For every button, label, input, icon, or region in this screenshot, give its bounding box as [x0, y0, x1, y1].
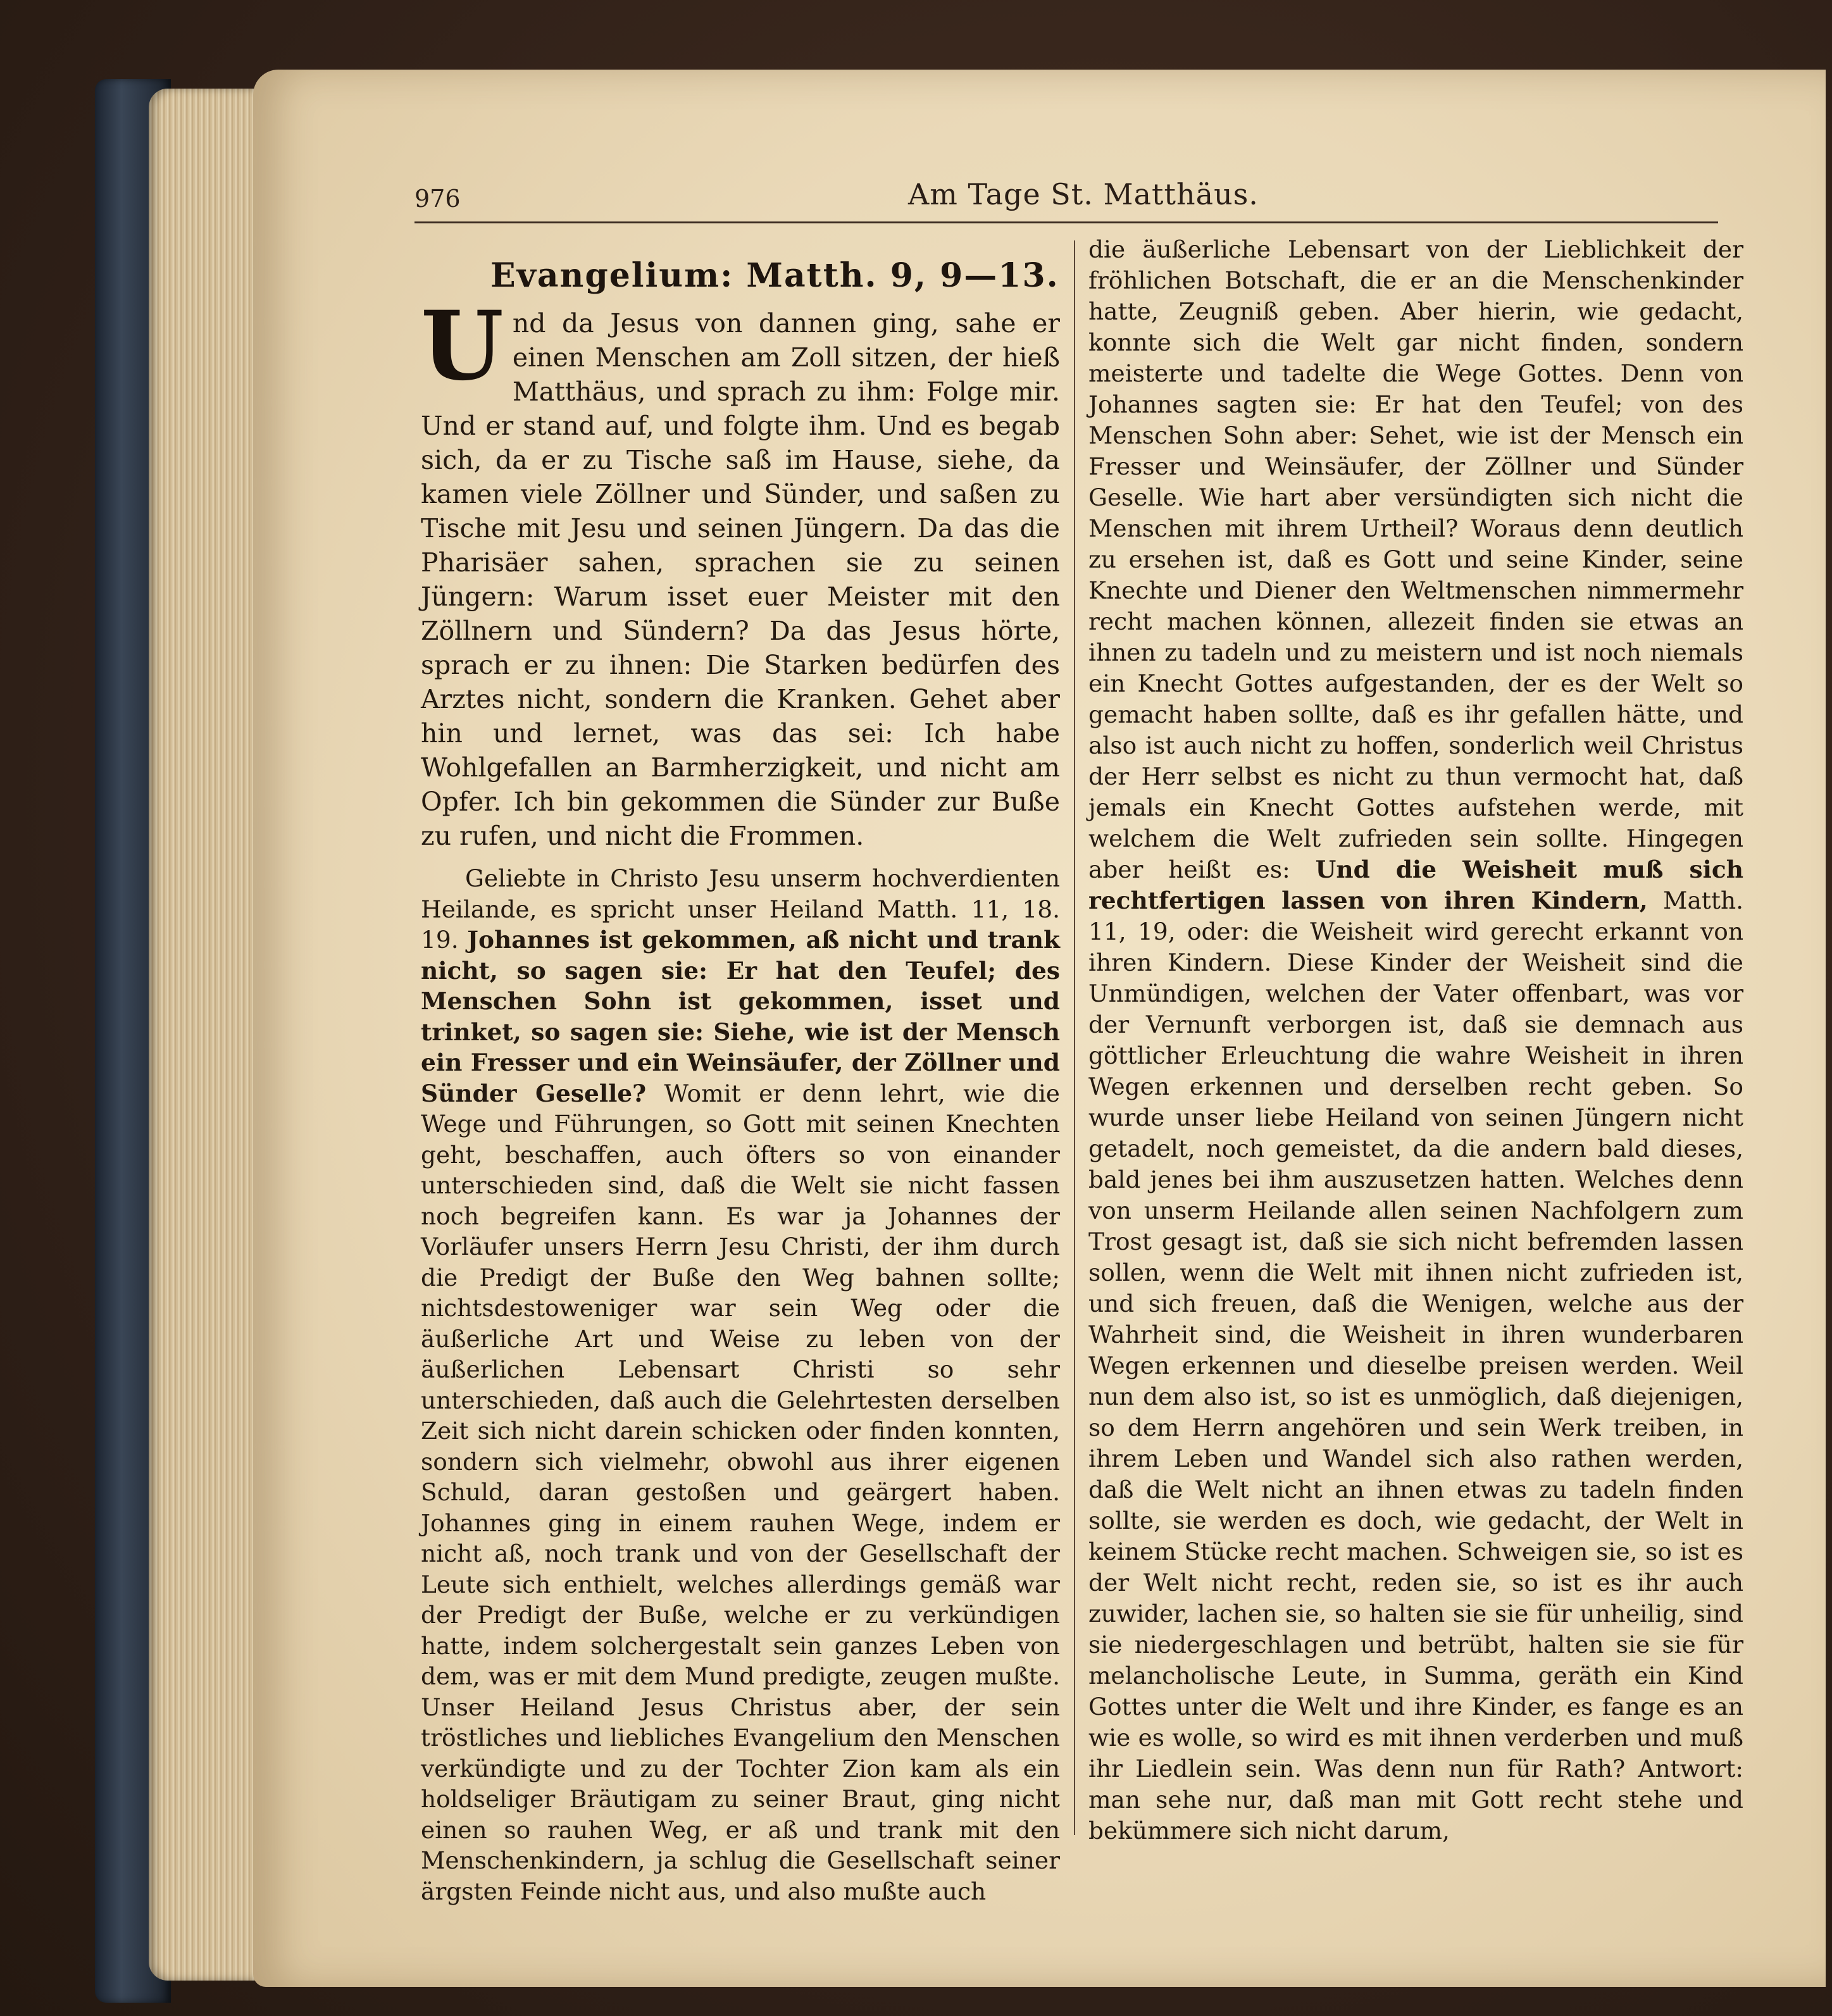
page-edges: [149, 89, 256, 1981]
sermon-quote-right: Und die Weisheit muß sich rechtfertigen lassen von ihren Kindern,: [1088, 856, 1743, 914]
column-divider: [1074, 240, 1075, 1835]
running-head: Am Tage St. Matthäus.: [908, 177, 1259, 211]
sermon-quote: Johannes ist gekommen, aß nicht und trank nicht, so sagen sie: Er hat den Teufel; des Menschen Sohn ist gekommen, isset und trinket, so sagen sie: Siehe, wie ist der Mensch ein Fresser und ein Weinsäufer, der Zöllner und Sünder Geselle?: [421, 926, 1060, 1107]
gospel-text: [421, 290, 1060, 853]
sermon-body-right-1: die äußerliche Lebensart von der Lieblichkeit der fröhlichen Botschaft, die er an die Menschenkinder hatte, Zeugniß geben. Aber hierin, wie gedacht, konnte sich die Welt gar nicht finden, sondern meisterte und tadelte die Wege Gottes. Denn von Johannes sagten sie: Er hat den Teufel; von des Menschen Sohn aber: Sehet, wie ist der Mensch ein Fresser und Weinsäufer, der Zöllner und Sünder Geselle. Wie hart aber versündigten sich nicht die Menschen mit ihrem Urtheil? Woraus denn deutlich zu ersehen ist, daß es Gott und seine Kinder, seine Knechte und Diener den Weltmenschen nimmermehr recht machen können, allezeit finden sie etwas an ihnen zu tadeln und zu meistern und ist noch niemals ein Knecht Gottes aufgestanden, der es der Welt so gemacht haben sollte, daß es ihr gefallen hätte, und also ist auch nicht zu hoffen, sonderlich weil Christus der Herr selbst es nicht zu thun vermocht hat, daß jemals ein Knecht Gottes aufstehen werde, mit welchem die Welt zufrieden sein sollte. Hingegen aber heißt es:: [1088, 235, 1743, 883]
sermon-paragraph-right: [1088, 234, 1743, 1846]
page-header: [414, 177, 1718, 223]
sermon-intro: Geliebte in Christo Jesu unserm hochverdienten Heilande, es spricht unser Heiland Matth. 11, 18. 19.: [421, 864, 1060, 954]
left-column: [421, 244, 1060, 1907]
right-column: [1088, 234, 1743, 1846]
sermon-paragraph-left: [421, 863, 1060, 1907]
gospel-body: nd da Jesus von dannen ging, sahe er einen Menschen am Zoll sitzen, der hieß Matthäus, und sprach zu ihm: Folge mir. Und er stand auf, und folgte ihm. Und es begab sich, da er zu Tische saß im Hause, siehe, da kamen viele Zöllner und Sünder, und saßen zu Tische mit Jesu und seinen Jüngern. Da das die Pharisäer sahen, sprachen sie zu seinen Jüngern: Warum isset euer Meister mit den Zöllnern und Sündern? Da das Jesus hörte, sprach er zu ihnen: Die Starken bedürfen des Arztes nicht, sondern die Kranken. Gehet aber hin und lernet, was das sei: Ich habe Wohlgefallen an Barmherzigkeit, und nicht am Opfer. Ich bin gekommen die Sünder zur Buße zu rufen, und nicht die Frommen.: [421, 308, 1060, 851]
dropcap: U: [421, 290, 504, 402]
gospel-heading: Evangelium: Matth. 9, 9—13.: [490, 256, 1059, 295]
sermon-body-left: Womit er denn lehrt, wie die Wege und Führungen, so Gott mit seinen Knechten geht, beschaffen, auch öfters so von einander unterschieden sind, daß die Welt sie nicht fassen noch begreifen kann. Es war ja Johannes der Vorläufer unsers Herrn Jesu Christi, der ihm durch die Predigt der Buße den Weg bahnen sollte; nichtsdestoweniger war sein Weg oder die äußerliche Art und Weise zu leben von der äußerlichen Lebensart Christi so sehr unterschieden, daß auch die Gelehrtesten derselben Zeit sich nicht darein schicken oder finden konnten, sondern sich vielmehr, obwohl aus ihrer eigenen Schuld, daran gestoßen und geärgert haben. Johannes ging in einem rauhen Wege, indem er nicht aß, noch trank und von der Gesellschaft der Leute sich enthielt, welches allerdings gemäß war der Predigt der Buße, welche er zu verkündigen hatte, indem solchergestalt sein ganzes Leben von dem, was er mit dem Mund predigte, zeugen mußte. Unser Heiland Jesus Christus aber, der sein tröstliches und liebliches Evangelium den Menschen verkündigte und zu der Tochter Zion kam als ein holdseliger Bräutigam zu seiner Braut, ging nicht einen so rauhen Weg, er aß und trank mit den Menschenkindern, ja schlug die Gesellschaft seiner ärgsten Feinde nicht aus, und also mußte auch: [421, 1079, 1061, 1905]
sermon-body-right-2: Matth. 11, 19, oder: die Weisheit wird gerecht erkannt von ihren Kindern. Diese Kinder der Weisheit sind die Unmündigen, welchen der Vater offenbart, was vor der Vernunft verborgen ist, daß sie demnach aus göttlicher Erleuchtung die wahre Weisheit in ihren Wegen erkennen und derselben recht geben. So wurde unser liebe Heiland von seinen Jüngern nicht getadelt, noch gemeistet, da die andern bald dieses, bald jenes bei ihm auszusetzen hatten. Welches denn von unserm Heilande allen seinen Nachfolgern zum Trost gesagt ist, daß sie sich nicht befremden lassen sollen, wenn die Welt mit ihnen nicht zufrieden ist, und sich freuen, daß die Wenigen, welche aus der Wahrheit sind, die Weisheit in ihren wunderbaren Wegen erkennen und dieselbe preisen werden. Weil nun dem also ist, so ist es unmöglich, daß diejenigen, so dem Herrn angehören und sein Werk treiben, in ihrem Leben und Wandel sich also rathen werden, daß die Welt nicht an ihnen etwas zu tadeln finden sollte, sie werden es doch, wie gedacht, der Welt in keinem Stücke recht machen. Schweigen sie, so ist es der Welt nicht recht, reden sie, so ist es ihr auch zuwider, lachen sie, so halten sie sie für unheilig, sind sie niedergeschlagen und betrübt, halten sie sie für melancholische Leute, in Summa, geräth ein Kind Gottes unter die Welt und ihre Kinder, es fange es an wie es wolle, so wird es mit ihnen verderben und muß ihr Liedlein sein. Was denn nun für Rath? Antwort: man sehe nur, daß man mit Gott recht stehe und bekümmere sich nicht darum,: [1088, 887, 1744, 1845]
page-number: 976: [414, 185, 461, 213]
